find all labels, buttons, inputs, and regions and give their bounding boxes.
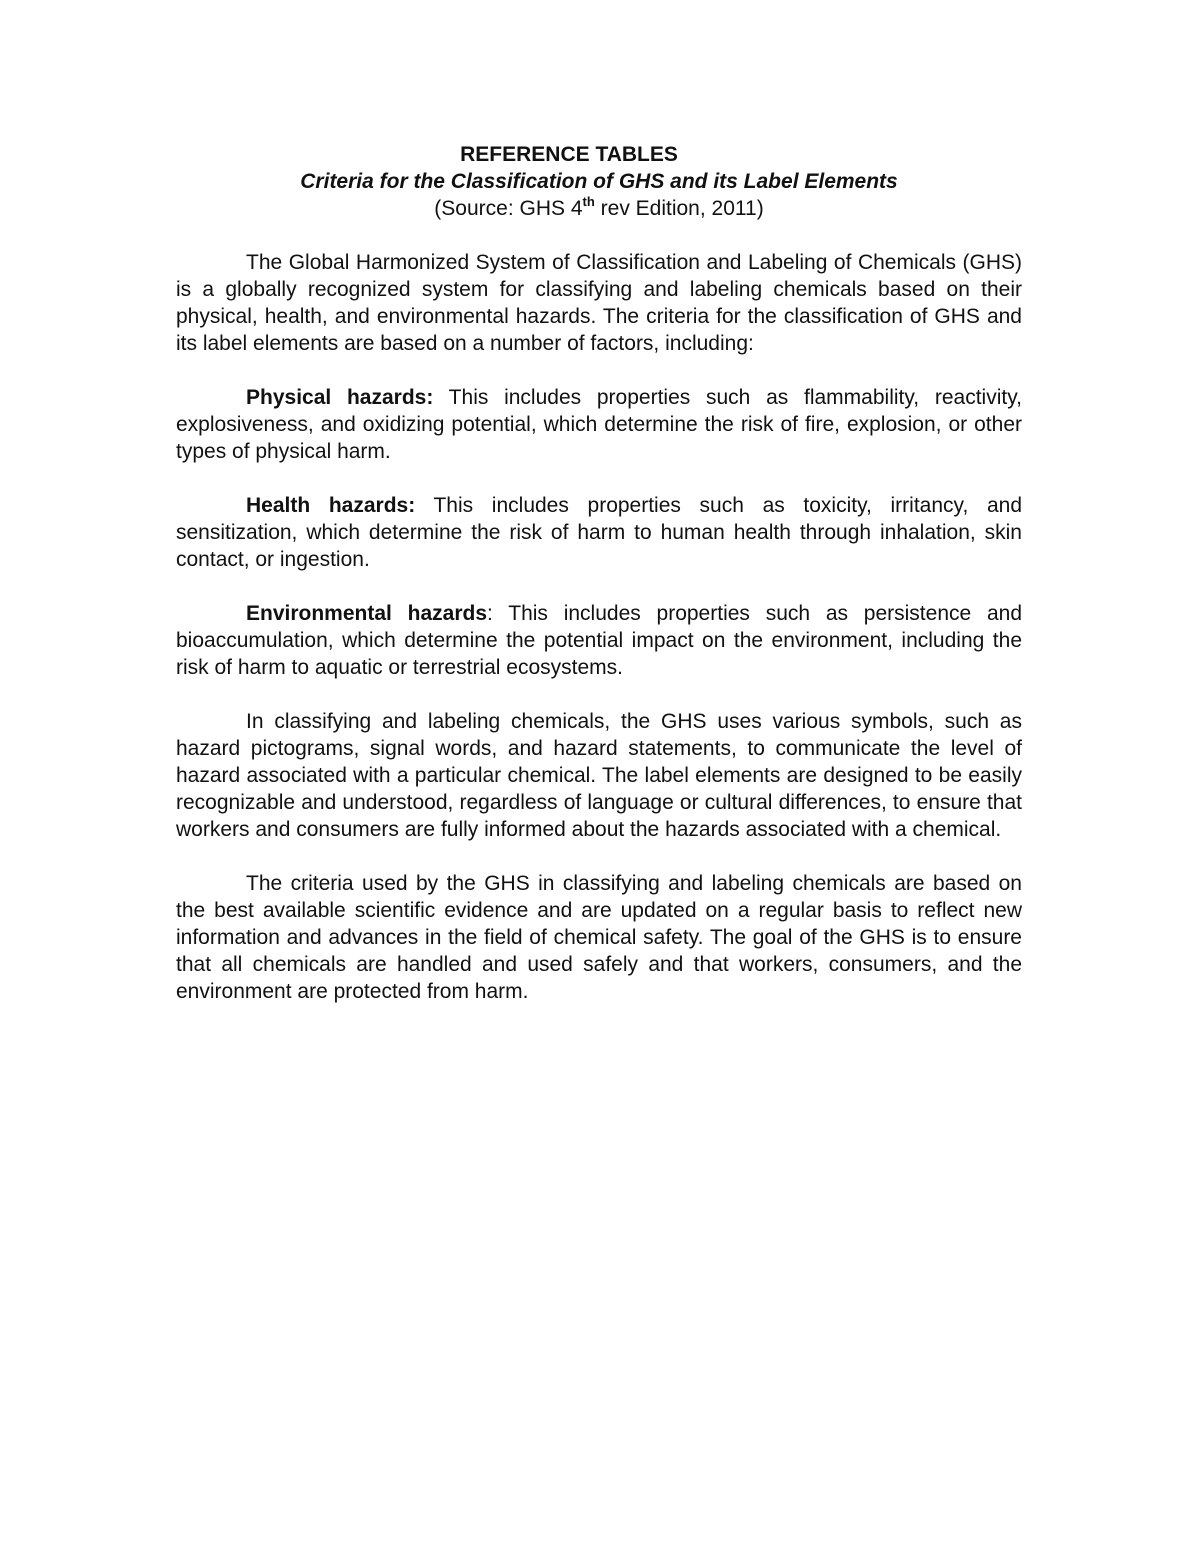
classifying-paragraph: In classifying and labeling chemicals, the GHS uses various symbols, such as hazard pictograms, signal words, and hazard statements, to communicate the level of hazard associated with a particular chemical. The label elements are designed to be easily recognizable and understood, regardless of language or cultural differences, to ensure that workers and consumers are fully informed about the hazards associated with a chemical.	[176, 710, 1022, 841]
physical-hazards-lead: Physical hazards:	[246, 386, 434, 409]
health-hazards-lead: Health hazards:	[246, 494, 416, 517]
health-hazards-paragraph	[176, 492, 1022, 573]
physical-hazards-text: This includes properties such as flammability, reactivity, explosiveness, and oxidizing potential, which determine the risk of fire, explosion, or other types of physical harm.	[176, 386, 1022, 463]
environmental-hazards-text: : This includes properties such as persistence and bioaccumulation, which determine the potential impact on the environment, including the risk of harm to aquatic or terrestrial ecosystems.	[176, 602, 1022, 679]
environmental-hazards-paragraph	[176, 600, 1022, 681]
physical-hazards-paragraph	[176, 384, 1022, 465]
environmental-hazards-lead: Environmental hazards	[246, 602, 488, 625]
intro-paragraph: The Global Harmonized System of Classification and Labeling of Chemicals (GHS) is a globally recognized system for classifying and labeling chemicals based on their physical, health, and environmental hazards. The criteria for the classification of GHS and its label elements are based on a number of factors, including:	[176, 251, 1022, 355]
source-prefix: (Source: GHS 4	[434, 197, 583, 220]
source-citation	[176, 195, 1022, 222]
closing-paragraph: The criteria used by the GHS in classifying and labeling chemicals are based on the best available scientific evidence and are updated on a regular basis to reflect new information and advances in the field of chemical safety. The goal of the GHS is to ensure that all chemicals are handled and used safely and that workers, consumers, and the environment are protected from harm.	[176, 872, 1022, 1003]
document-page	[176, 141, 1022, 1032]
source-suffix: rev Edition, 2011)	[594, 197, 764, 220]
source-superscript: th	[582, 194, 595, 209]
health-hazards-text: This includes properties such as toxicity, irritancy, and sensitization, which determine the risk of harm to human health through inhalation, skin contact, or ingestion.	[176, 494, 1023, 571]
document-subtitle: Criteria for the Classification of GHS and its Label Elements	[300, 170, 898, 193]
document-title: REFERENCE TABLES	[460, 143, 678, 166]
